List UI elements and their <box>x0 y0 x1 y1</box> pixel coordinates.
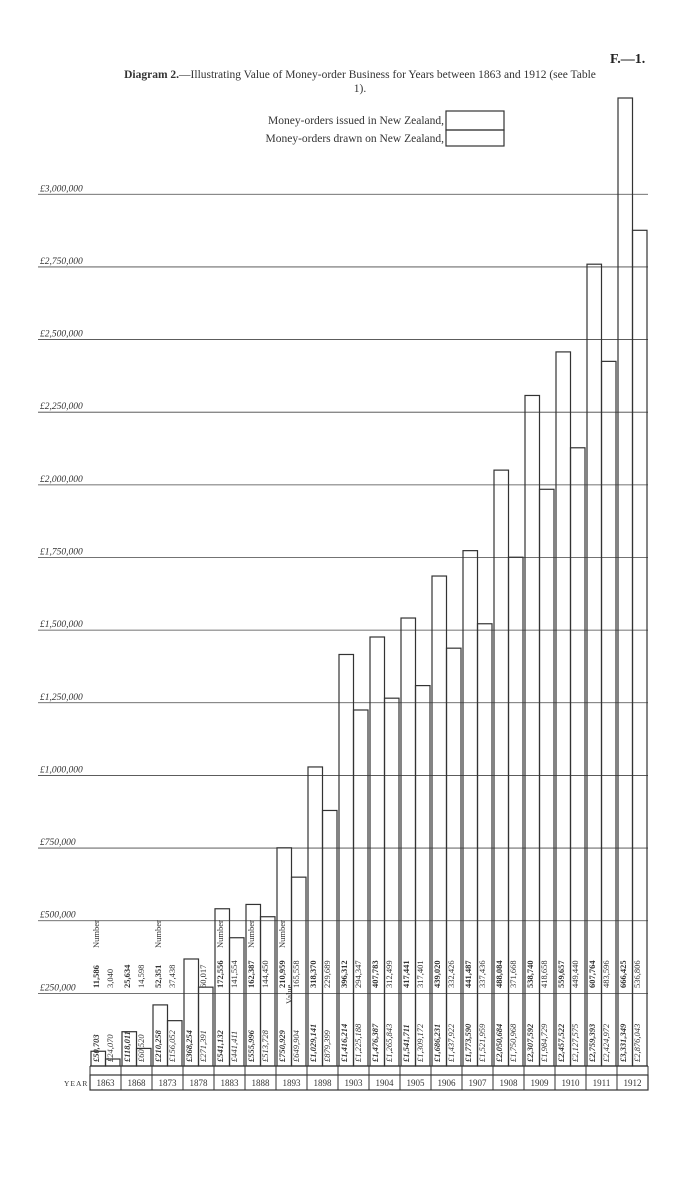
year-label: 1878 <box>189 1078 208 1088</box>
value-label-issued: £1,416,214 <box>339 1023 349 1062</box>
number-label-issued: 441,487 <box>463 960 473 988</box>
year-label: 1883 <box>220 1078 239 1088</box>
number-caption: Number <box>246 920 256 948</box>
year-label: 1906 <box>437 1078 456 1088</box>
y-tick-label: £250,000 <box>40 983 76 994</box>
number-label-drawn: 144,450 <box>260 960 270 988</box>
value-label-issued: £1,686,231 <box>432 1023 442 1062</box>
number-label-issued: 417,441 <box>401 960 411 988</box>
bar-drawn <box>385 698 400 1066</box>
value-label-drawn: £1,225,188 <box>353 1023 363 1062</box>
number-label-drawn: 229,689 <box>322 960 332 988</box>
legend-box-issued <box>446 111 504 130</box>
number-label-drawn: 312,499 <box>384 960 394 988</box>
bar-drawn <box>354 710 369 1066</box>
value-label-drawn: £1,521,959 <box>477 1023 487 1062</box>
y-tick-label: £1,250,000 <box>40 692 83 703</box>
y-tick-label: £1,000,000 <box>40 765 83 776</box>
year-label: 1904 <box>375 1078 394 1088</box>
number-label-issued: 488,084 <box>494 960 504 988</box>
value-label-issued: £1,029,141 <box>308 1023 318 1062</box>
number-label-drawn: 14,598 <box>136 964 146 988</box>
year-label: 1909 <box>530 1078 549 1088</box>
number-label-drawn: 317,401 <box>415 960 425 988</box>
value-label-drawn: £513,728 <box>260 1030 270 1062</box>
value-label-issued: £3,331,349 <box>618 1023 628 1062</box>
year-label: 1863 <box>96 1078 115 1088</box>
value-label-issued: £2,759,393 <box>587 1023 597 1062</box>
year-label: 1888 <box>251 1078 270 1088</box>
bar-drawn <box>602 361 617 1066</box>
number-label-issued: 439,020 <box>432 960 442 988</box>
value-label-issued: £368,254 <box>184 1030 194 1062</box>
number-label-drawn: 165,558 <box>291 960 301 988</box>
value-label-issued: £50,703 <box>91 1034 101 1062</box>
number-label-drawn: 536,806 <box>632 960 642 988</box>
bar-issued <box>308 767 323 1066</box>
value-label-drawn: £271,391 <box>198 1030 208 1062</box>
bar-drawn <box>323 810 338 1066</box>
chart-title-bold: Diagram 2. <box>124 69 180 81</box>
number-label-drawn: 141,554 <box>229 960 239 988</box>
legend-label-issued: Money-orders issued in New Zealand, <box>268 115 444 127</box>
year-label: 1905 <box>406 1078 425 1088</box>
value-label-issued: £210,258 <box>153 1030 163 1062</box>
value-caption: Value <box>284 984 294 1004</box>
bar-issued <box>401 618 416 1066</box>
bar-issued <box>587 264 602 1066</box>
value-label-drawn: £1,984,729 <box>539 1023 549 1062</box>
number-label-issued: 11,586 <box>91 965 101 988</box>
value-label-drawn: £441,411 <box>229 1030 239 1062</box>
year-label: 1868 <box>127 1078 146 1088</box>
number-label-drawn: 483,596 <box>601 960 611 988</box>
chart-title-text: —Illustrating Value of Money-order Business for Years between 1863 and 1912 (see Table 1). <box>179 69 596 95</box>
value-label-drawn: £2,424,972 <box>601 1023 611 1062</box>
number-caption: Number <box>153 920 163 948</box>
year-label: 1912 <box>623 1078 642 1088</box>
value-label-issued: £555,996 <box>246 1030 256 1062</box>
page-reference: F.—1. <box>610 52 646 67</box>
number-label-issued: 162,387 <box>246 960 256 988</box>
value-label-issued: £2,307,592 <box>525 1023 535 1062</box>
y-tick-label: £2,500,000 <box>40 329 83 340</box>
number-caption: Number <box>91 920 101 948</box>
year-label: 1903 <box>344 1078 363 1088</box>
y-tick-label: £2,000,000 <box>40 474 83 485</box>
y-tick-label: £1,500,000 <box>40 620 83 631</box>
number-label-issued: 172,556 <box>215 960 225 988</box>
number-label-drawn: 449,440 <box>570 960 580 988</box>
number-label-issued: 607,764 <box>587 960 597 988</box>
y-tick-label: £2,250,000 <box>40 402 83 413</box>
number-label-drawn: 37,438 <box>167 964 177 988</box>
value-label-issued: £750,929 <box>277 1030 287 1062</box>
y-tick-label: £2,750,000 <box>40 256 83 267</box>
year-label: 1893 <box>282 1078 301 1088</box>
value-label-drawn: £1,437,922 <box>446 1023 456 1062</box>
value-label-issued: £118,011 <box>122 1031 132 1062</box>
number-label-drawn: 294,347 <box>353 960 363 988</box>
year-label: 1898 <box>313 1078 332 1088</box>
bar-issued <box>432 576 447 1066</box>
year-axis-label: YEAR <box>64 1079 89 1088</box>
year-label: 1907 <box>468 1078 487 1088</box>
number-label-drawn: 418,658 <box>539 960 549 988</box>
year-label: 1873 <box>158 1078 177 1088</box>
value-label-issued: £1,476,387 <box>370 1023 380 1062</box>
number-label-issued: 52,351 <box>153 964 163 988</box>
number-caption: Number <box>215 920 225 948</box>
number-label-issued: 396,312 <box>339 960 349 988</box>
number-label-issued: 25,634 <box>122 964 132 988</box>
bar-drawn <box>509 557 524 1066</box>
number-caption: Number <box>277 920 287 948</box>
number-label-drawn: 337,436 <box>477 960 487 988</box>
value-label-drawn: £2,876,043 <box>632 1023 642 1062</box>
value-label-drawn: £649,904 <box>291 1030 301 1062</box>
value-label-issued: £2,050,684 <box>494 1023 504 1062</box>
value-label-drawn: £24,070 <box>105 1034 115 1062</box>
bar-issued <box>556 352 571 1066</box>
legend-label-drawn: Money-orders drawn on New Zealand, <box>265 133 444 145</box>
bar-drawn <box>478 624 493 1066</box>
bar-issued <box>339 654 354 1066</box>
year-label: 1908 <box>499 1078 518 1088</box>
value-label-issued: £1,541,711 <box>401 1024 411 1062</box>
value-label-issued: £1,773,590 <box>463 1023 473 1062</box>
bar-issued <box>370 637 385 1066</box>
number-label-issued: 407,783 <box>370 960 380 988</box>
value-label-drawn: £60,520 <box>136 1034 146 1062</box>
y-tick-label: £500,000 <box>40 910 76 921</box>
bar-drawn <box>447 648 462 1066</box>
value-label-drawn: £156,052 <box>167 1030 177 1062</box>
value-label-issued: £541,132 <box>215 1030 225 1062</box>
number-label-issued: 318,370 <box>308 960 318 988</box>
value-label-issued: £2,457,522 <box>556 1023 566 1062</box>
number-label-issued: 559,657 <box>556 960 566 988</box>
bar-drawn <box>633 230 648 1066</box>
number-label-drawn: 60,017 <box>198 964 208 988</box>
value-label-drawn: £1,309,172 <box>415 1023 425 1062</box>
number-label-issued: 666,425 <box>618 960 628 988</box>
y-tick-label: £1,750,000 <box>40 547 83 558</box>
bar-drawn <box>416 686 431 1066</box>
year-label: 1911 <box>592 1078 611 1088</box>
value-label-drawn: £879,399 <box>322 1030 332 1062</box>
value-label-drawn: £1,265,843 <box>384 1023 394 1062</box>
value-label-drawn: £2,127,575 <box>570 1023 580 1062</box>
y-tick-label: £750,000 <box>40 838 76 849</box>
number-label-drawn: 332,426 <box>446 960 456 988</box>
number-label-drawn: 371,668 <box>508 960 518 988</box>
legend-box-drawn <box>446 130 504 146</box>
value-label-drawn: £1,750,968 <box>508 1023 518 1062</box>
y-tick-label: £3,000,000 <box>40 184 83 195</box>
number-label-drawn: 3,040 <box>105 968 115 988</box>
number-label-issued: 538,740 <box>525 960 535 988</box>
year-label: 1910 <box>561 1078 580 1088</box>
number-label-issued: 210,959 <box>277 960 287 988</box>
